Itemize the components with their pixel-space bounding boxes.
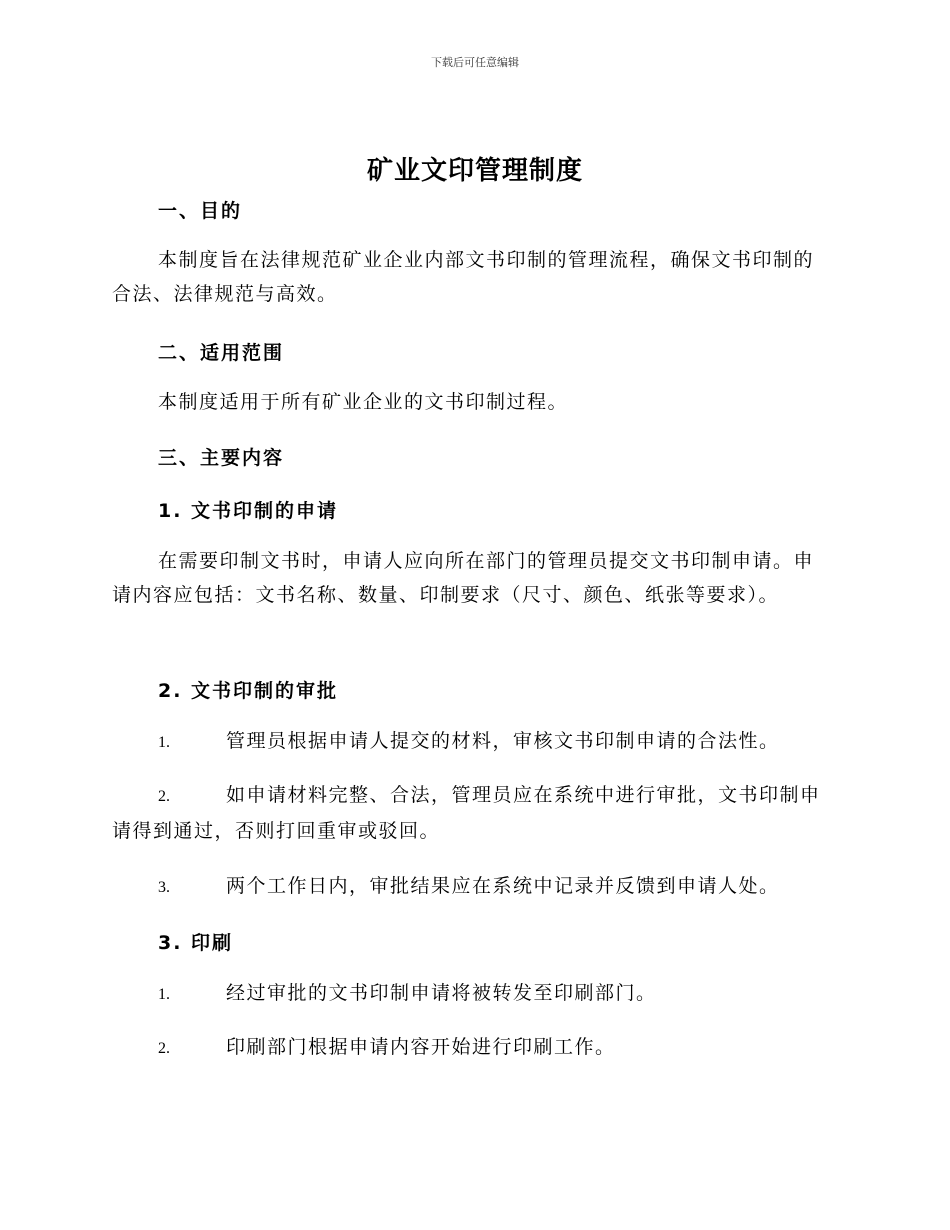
- list-item-text: 如申请材料完整、合法，管理员应在系统中进行审批，文书印制申请得到通过，否则打回重审或驳回。: [112, 784, 821, 842]
- subsection-heading-approval: 2. 文书印制的审批: [158, 680, 339, 702]
- subsection-heading-application: 1. 文书印制的申请: [158, 500, 339, 522]
- section-heading-scope: 二、适用范围: [158, 342, 285, 364]
- list-item-number: 3.: [158, 879, 170, 896]
- list-item: [112, 1030, 834, 1066]
- list-item-text: 管理员根据申请人提交的材料，审核文书印制申请的合法性。: [226, 730, 780, 752]
- list-item-text: 两个工作日内，审批结果应在系统中记录并反馈到申请人处。: [226, 875, 780, 897]
- list-item-number: 1.: [158, 734, 170, 751]
- list-item: [112, 869, 834, 905]
- paragraph-scope: 本制度适用于所有矿业企业的文书印制过程。: [158, 391, 569, 413]
- list-item-number: 2.: [158, 1040, 170, 1057]
- list-item: [112, 724, 834, 760]
- list-item-text: 印刷部门根据申请内容开始进行印刷工作。: [226, 1036, 616, 1058]
- page-header-note: 下载后可任意编辑: [431, 56, 519, 69]
- paragraph-application: 在需要印制文书时，申请人应向所在部门的管理员提交文书印制申请。申请内容应包括：文书名称、数量、印制要求（尺寸、颜色、纸张等要求）。: [112, 550, 815, 606]
- list-item-number: 1.: [158, 986, 170, 1003]
- list-item: [112, 778, 834, 848]
- list-item-number: 2.: [158, 788, 170, 805]
- section-heading-content: 三、主要内容: [158, 447, 285, 469]
- list-item: [112, 976, 834, 1012]
- list-item-text: 经过审批的文书印制申请将被转发至印刷部门。: [226, 982, 657, 1004]
- paragraph-purpose: 本制度旨在法律规范矿业企业内部文书印制的管理流程，确保文书印制的合法、法律规范与高效。: [112, 249, 815, 305]
- section-heading-purpose: 一、目的: [158, 200, 243, 222]
- subsection-heading-printing: 3. 印刷: [158, 932, 234, 954]
- document-title: 矿业文印管理制度: [366, 156, 583, 186]
